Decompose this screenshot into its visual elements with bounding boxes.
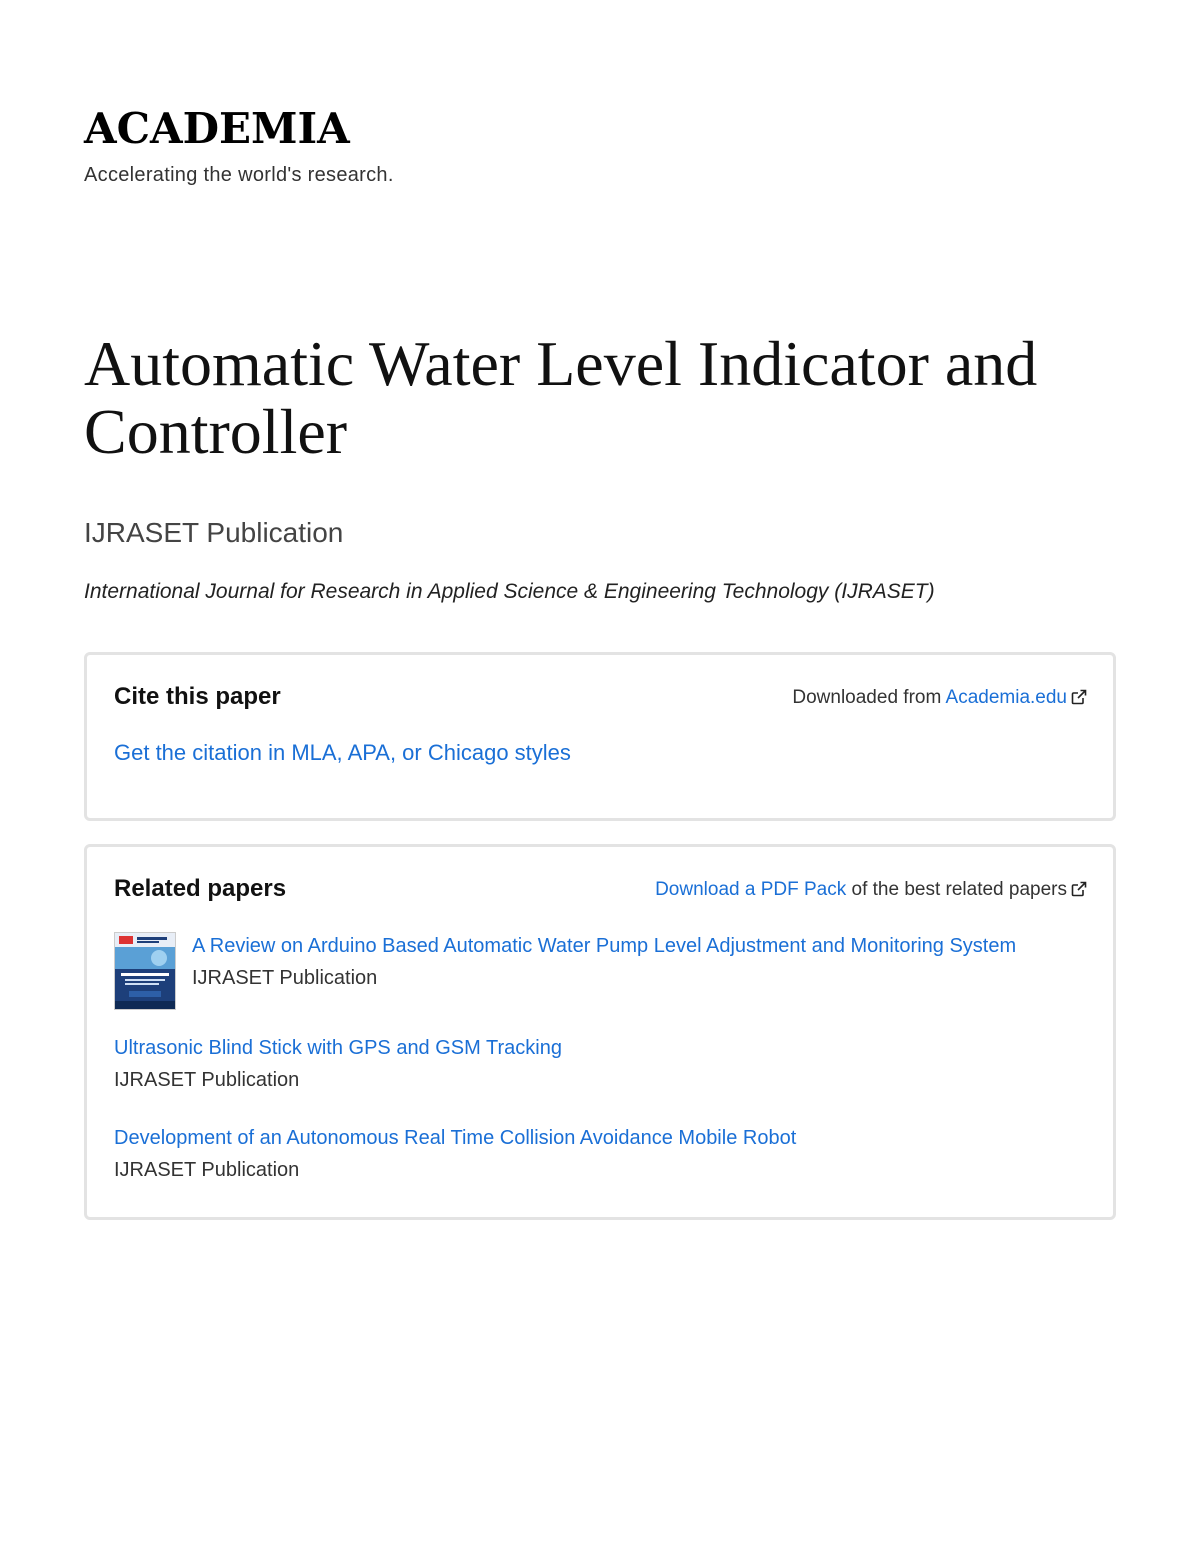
paper-journal: International Journal for Research in Applied Science & Engineering Technology (IJRASET) xyxy=(84,580,935,603)
cite-card-title: Cite this paper xyxy=(114,683,281,710)
related-paper-author: IJRASET Publication xyxy=(114,1069,300,1091)
related-paper-item xyxy=(114,1125,796,1183)
academia-edu-link[interactable]: Academia.edu xyxy=(945,687,1067,708)
paper-thumbnail[interactable] xyxy=(114,932,176,1010)
paper-author: IJRASET Publication xyxy=(84,517,344,548)
related-paper-title[interactable]: Ultrasonic Blind Stick with GPS and GSM Tracking xyxy=(114,1037,562,1059)
external-link-icon[interactable] xyxy=(1071,689,1087,705)
related-paper-title[interactable]: Development of an Autonomous Real Time Collision Avoidance Mobile Robot xyxy=(114,1127,797,1149)
related-paper-item xyxy=(192,933,1016,991)
related-paper-item xyxy=(114,1035,562,1093)
download-pdf-pack-link[interactable]: Download a PDF Pack xyxy=(655,879,847,900)
tagline: Accelerating the world's research. xyxy=(84,164,394,186)
downloaded-prefix: Downloaded from xyxy=(792,687,942,708)
downloaded-from xyxy=(792,685,1087,711)
related-paper-author: IJRASET Publication xyxy=(114,1159,300,1181)
citation-styles-link[interactable]: Get the citation in MLA, APA, or Chicago styles xyxy=(114,740,571,765)
external-link-icon[interactable] xyxy=(1071,881,1087,897)
academia-logo[interactable]: ACADEMIA xyxy=(84,104,350,153)
pdf-pack-suffix: of the best related papers xyxy=(851,879,1067,900)
pdf-pack xyxy=(655,877,1087,903)
journal-cover-image xyxy=(115,933,175,1009)
related-papers-card xyxy=(84,844,1116,1220)
paper-title: Automatic Water Level Indicator and Controller xyxy=(84,328,1038,467)
cite-card xyxy=(84,652,1116,821)
related-card-title: Related papers xyxy=(114,875,287,902)
related-paper-author: IJRASET Publication xyxy=(192,967,378,989)
related-paper-title[interactable]: A Review on Arduino Based Automatic Water Pump Level Adjustment and Monitoring System xyxy=(192,935,1017,957)
